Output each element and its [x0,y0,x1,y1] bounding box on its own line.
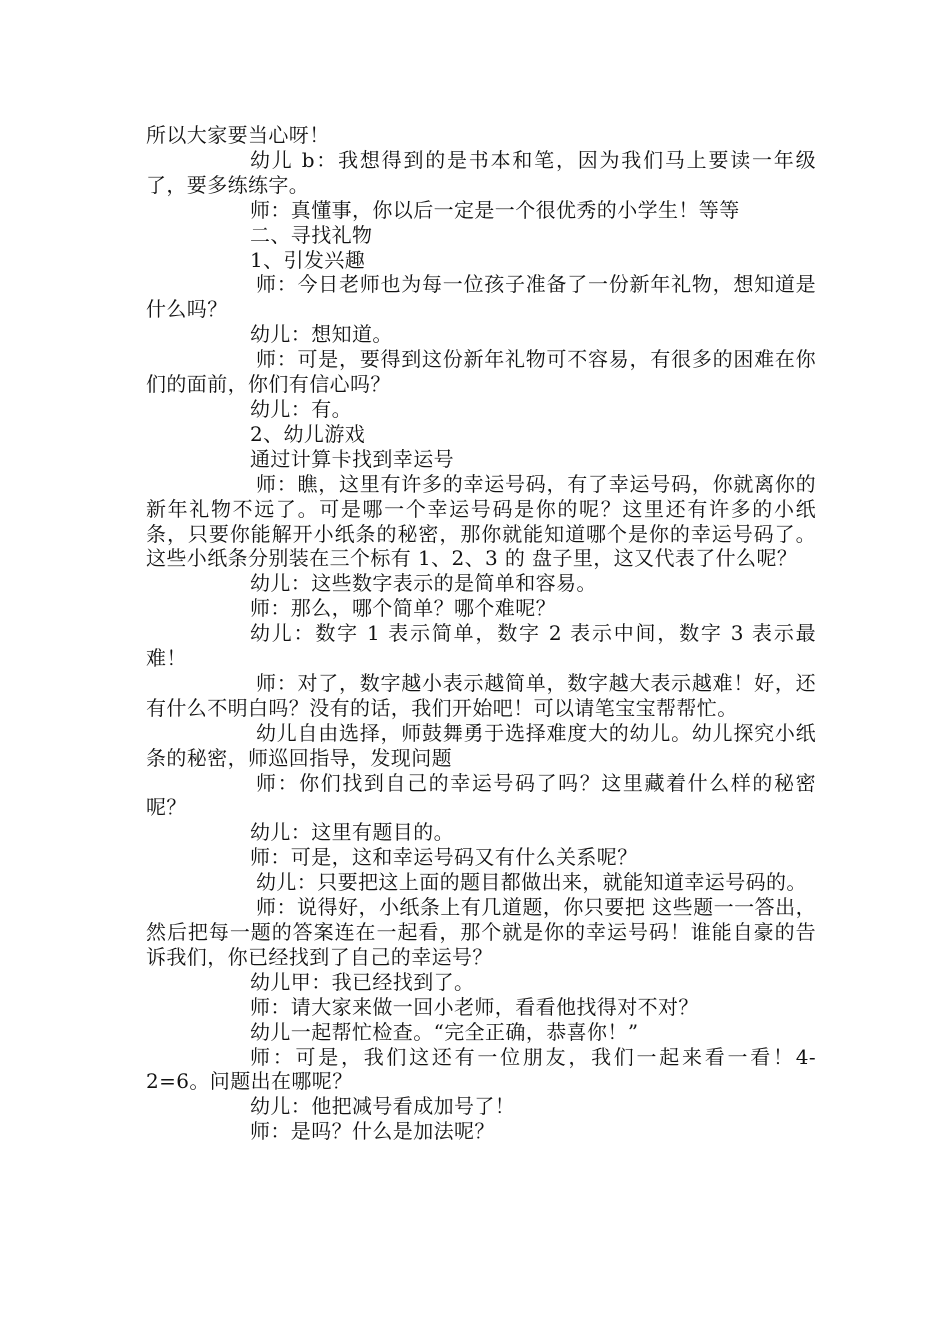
subsection-heading: 1、引发兴趣 [250,247,366,272]
paragraph: 幼儿：这里有题目的。 [250,820,454,845]
paragraph: 师：是吗？什么是加法呢？ [250,1119,495,1144]
section-heading: 二、寻找礼物 [250,222,373,247]
subsection-heading: 2、幼儿游戏 [250,421,366,446]
paragraph: 师：可是，这和幸运号码又有什么关系呢？ [250,845,638,870]
paragraph: 师：瞧，这里有许多的幸运号码，有了幸运号码，你就离你的新年礼物不远了。可是哪一个幸运号码是你的呢？这里还有许多的小纸条，只要你能解开小纸条的秘密，那你就能知道哪个是你的幸运号码了。这些小纸条分别装在三个标有 1、2、3 的 盘子里，这又代表了什么呢？ [146,471,816,571]
paragraph: 师：说得好，小纸条上有几道题，你只要把 这些题一一答出，然后把每一题的答案连在一起看，那个就是你的幸运号码！谁能自豪的告诉我们，你已经找到了自己的幸运号？ [146,895,816,969]
paragraph: 师：请大家来做一回小老师，看看他找得对不对？ [250,994,699,1019]
paragraph: 幼儿：有。 [250,396,352,421]
paragraph: 幼儿：这些数字表示的是简单和容易。 [250,571,597,596]
paragraph: 所以大家要当心呀！ [146,123,330,147]
paragraph: 师：今日老师也为每一位孩子准备了一份新年礼物，想知道是什么吗？ [146,272,816,322]
paragraph: 幼儿自由选择，师鼓舞勇于选择难度大的幼儿。幼儿探究小纸条的秘密，师巡回指导，发现问题 [146,720,816,770]
paragraph: 幼儿：只要把这上面的题目都做出来，就能知道幸运号码的。 [256,870,807,895]
paragraph: 幼儿：他把减号看成加号了！ [250,1094,516,1119]
paragraph: 师：可是，我们这还有一位朋友，我们一起来看一看！4-2=6。问题出在哪呢？ [146,1044,816,1094]
paragraph: 幼儿一起帮忙检查。“完全正确，恭喜你！” [250,1019,639,1044]
paragraph: 幼儿：想知道。 [250,322,393,347]
paragraph: 幼儿甲：我已经找到了。 [250,969,475,994]
paragraph: 师：真懂事，你以后一定是一个很优秀的小学生！等等 [250,197,740,222]
document-body [146,123,816,1144]
paragraph: 师：那么，哪个简单？哪个难呢？ [250,596,556,621]
paragraph: 师：对了，数字越小表示越简单，数字越大表示越难！好，还有什么不明白吗？没有的话，我们开始吧！可以请笔宝宝帮帮忙。 [146,670,816,720]
paragraph: 师：可是，要得到这份新年礼物可不容易，有很多的困难在你们的面前，你们有信心吗？ [146,347,816,397]
paragraph: 幼儿 b：我想得到的是书本和笔，因为我们马上要读一年级了，要多练练字。 [146,147,816,197]
paragraph: 师：你们找到自己的幸运号码了吗？这里藏着什么样的秘密呢？ [146,770,816,820]
paragraph: 通过计算卡找到幸运号 [250,446,454,471]
paragraph: 幼儿：数字 1 表示简单，数字 2 表示中间，数字 3 表示最难！ [146,621,816,671]
